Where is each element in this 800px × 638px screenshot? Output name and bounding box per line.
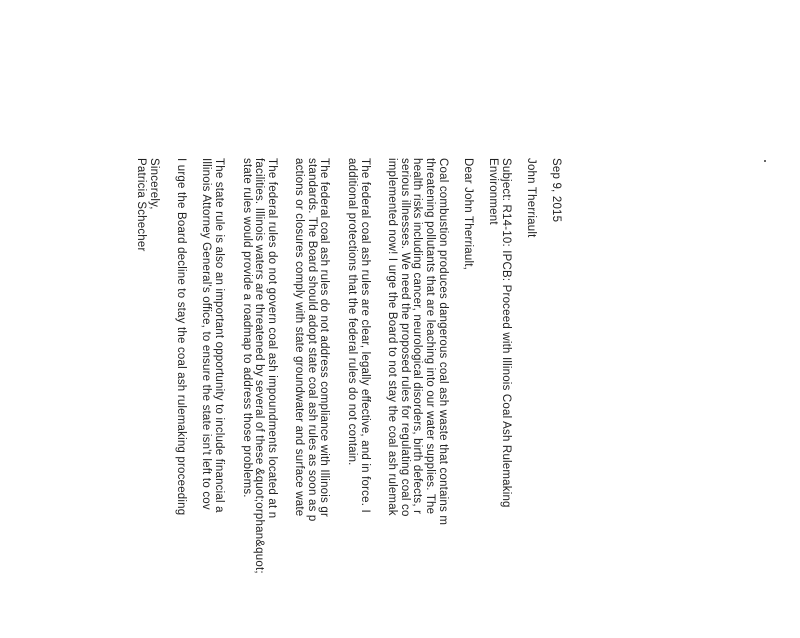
paragraph-line: implemented now! I urge the Board to not stay the coal ash rulemak (386, 158, 399, 516)
paragraph-line: actions or closures comply with state groundwater and surface wate (293, 158, 306, 517)
paragraph-line: Illinois Attorney General's office, to ensure the state isn't left to cov (200, 158, 213, 510)
letter-signature: Patricia Schecher (134, 158, 147, 252)
paragraph-line: threatening pollutants that are leaching into our water supplies. The (424, 158, 437, 515)
paragraph-line: health risks including cancer, neurological disorders, birth defects, r (411, 158, 424, 515)
paragraph-line: serious illnesses. We need the proposed rules for regulating coal co (398, 158, 411, 517)
paragraph-2 (346, 158, 371, 638)
paragraph-1 (386, 158, 449, 638)
paragraph-line: Coal combustion produces dangerous coal ash waste that contains m (436, 158, 449, 526)
letter-closing: Sincerely, (147, 158, 160, 210)
paragraph-4 (240, 158, 278, 638)
paragraph-line: state rules would provide a roadmap to address those problems. (240, 158, 253, 498)
paragraph-line: facilities. Illinois waters are threatened by several of these &quot;orphan&quot; (253, 158, 266, 574)
letter-subject-cont: Environment (487, 158, 500, 225)
paragraph-6 (175, 158, 188, 638)
letter-salutation: Dear John Therriault, (461, 158, 474, 271)
paragraph-line: The federal rules do not govern coal ash impoundments located at n (265, 158, 278, 519)
letter-date: Sep 9, 2015 (550, 158, 562, 223)
paragraph-line: additional protections that the federal rules do not contain. (346, 158, 359, 466)
letter-subject: Subject: R14-10: IPCB: Proceed with Illinois Coal Ash Rulemaking (499, 158, 512, 508)
scan-speck (764, 160, 766, 162)
paragraph-line: The federal coal ash rules are clear, legally effective, and in force. I (358, 158, 371, 513)
letter-recipient: John Therriault (524, 158, 537, 238)
paragraph-line: The federal coal ash rules do not address compliance with Illinois gr (318, 158, 331, 517)
rotated-letter (134, 158, 562, 638)
paragraph-3 (293, 158, 331, 638)
paragraph-5 (200, 158, 225, 638)
paragraph-line: standards. The Board should adopt state coal ash rules as soon as p (305, 158, 318, 522)
paragraph-line: The state rule is also an important opportunity to include financial a (212, 158, 225, 513)
paragraph-line: I urge the Board decline to stay the coal ash rulemaking proceeding (175, 158, 188, 516)
